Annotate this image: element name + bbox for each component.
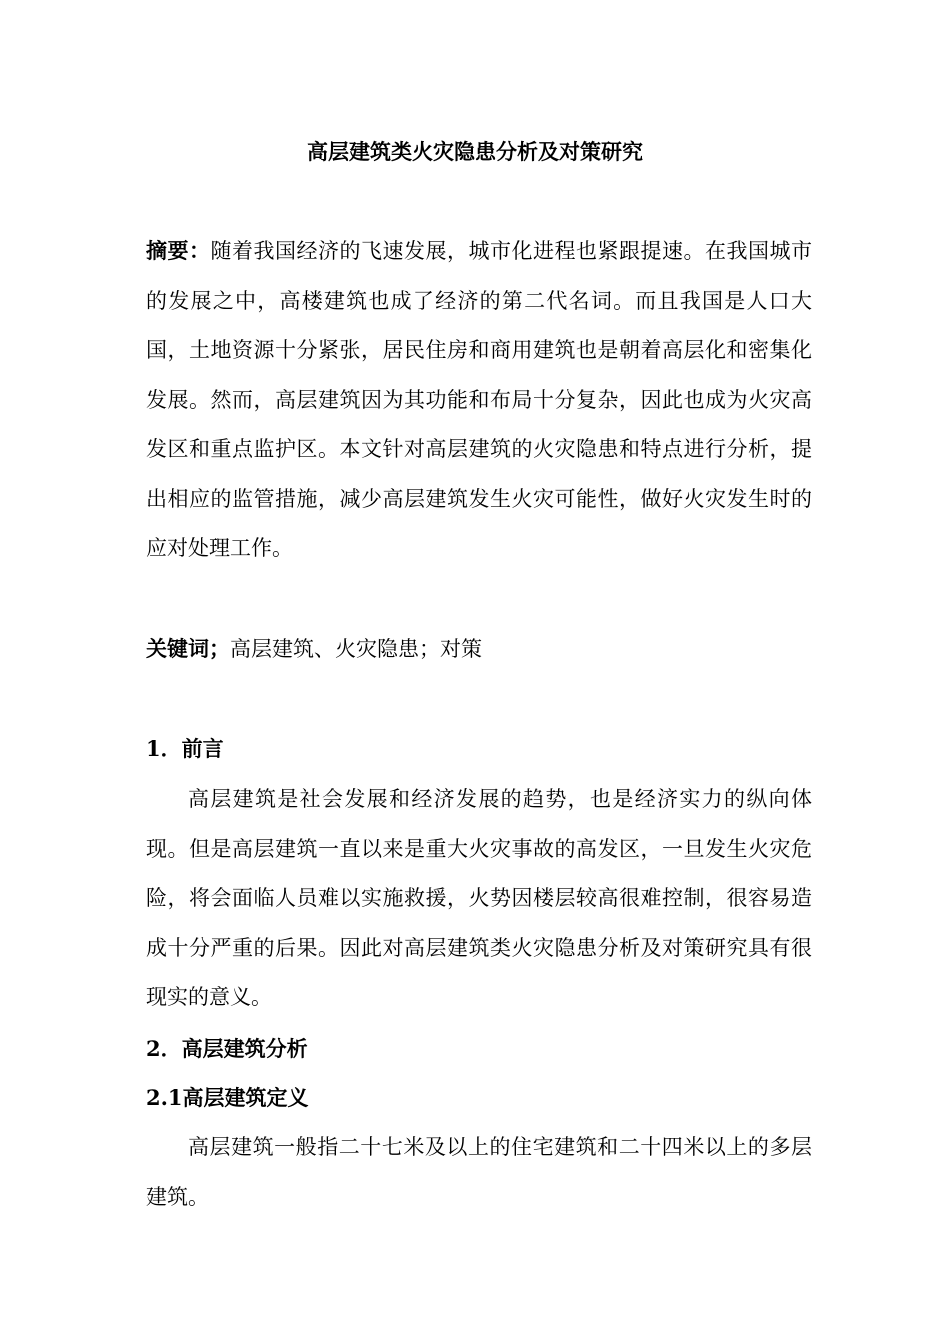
section-heading-analysis: 2．高层建筑分析 [146, 1036, 308, 1061]
section-heading-intro: 1．前言 [146, 736, 224, 761]
keywords-line [146, 624, 812, 675]
keywords-label: 关键词； [146, 636, 230, 661]
subsection-paragraph-definition: 高层建筑一般指二十七米及以上的住宅建筑和二十四米以上的多层建筑。 [146, 1135, 812, 1209]
keywords-text: 高层建筑、火灾隐患；对策 [230, 637, 482, 661]
abstract-text: 随着我国经济的飞速发展，城市化进程也紧跟提速。在我国城市的发展之中，高楼建筑也成了经济的第二代名词。而且我国是人口大国，土地资源十分紧张，居民住房和商用建筑也是朝着高层化和密集化发展。然而，高层建筑因为其功能和布局十分复杂，因此也成为火灾高发区和重点监护区。本文针对高层建筑的火灾隐患和特点进行分析，提出相应的监管措施，减少高层建筑发生火灾可能性，做好火灾发生时的应对处理工作。 [146, 239, 812, 560]
document-title: 高层建筑类火灾隐患分析及对策研究 [307, 139, 643, 164]
abstract-paragraph [146, 226, 812, 574]
section-paragraph-intro: 高层建筑是社会发展和经济发展的趋势，也是经济实力的纵向体现。但是高层建筑一直以来是重大火灾事故的高发区，一旦发生火灾危险，将会面临人员难以实施救援，火势因楼层较高很难控制，很容易造成十分严重的后果。因此对高层建筑类火灾隐患分析及对策研究具有很现实的意义。 [146, 787, 812, 1009]
subsection-heading-definition: 2.1高层建筑定义 [146, 1085, 309, 1110]
abstract-label: 摘要： [146, 238, 211, 263]
